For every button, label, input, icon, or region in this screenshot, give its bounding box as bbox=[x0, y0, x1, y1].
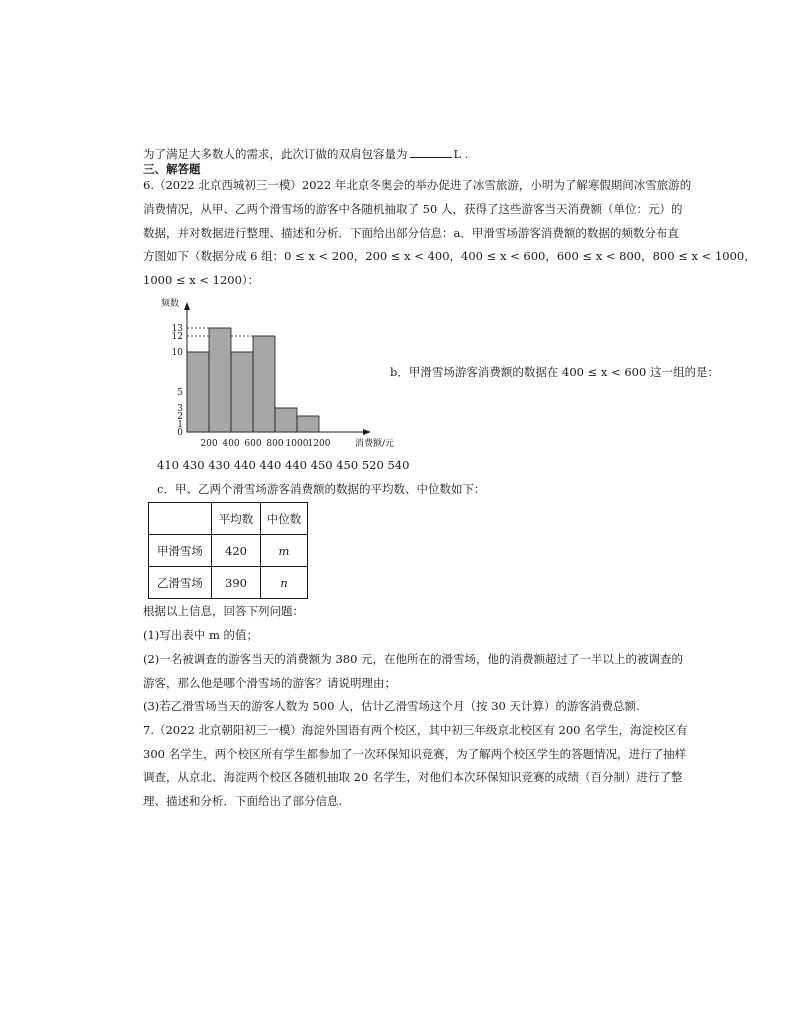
y-tick-label: 1 bbox=[177, 420, 183, 430]
q6-line-1: 6.（2022 北京西城初三一模）2022 年北京冬奥会的举办促进了冰雪旅游，小明为了解寒假期间冰雪旅游的 bbox=[143, 178, 692, 192]
histogram-chart bbox=[150, 296, 395, 449]
q6-part-3: (3)若乙滑雪场当天的游客人数为 500 人，估计乙滑雪场这个月（按 30 天计算）的游客消费总额. bbox=[143, 699, 640, 713]
section-heading: 三、解答题 bbox=[143, 162, 201, 176]
y-tick-label: 0 bbox=[177, 428, 183, 438]
histogram-bar bbox=[275, 408, 297, 432]
answer-blank bbox=[410, 147, 452, 158]
y-axis-arrow bbox=[184, 302, 190, 310]
table-row bbox=[149, 535, 308, 567]
q5-text: 为了满足大多数人的需求，此次订做的双肩包容量为 bbox=[143, 147, 408, 161]
q6-line-2: 消费情况，从甲、乙两个滑雪场的游客中各随机抽取了 50 人，获得了这些游客当天消费额（单位：元）的 bbox=[143, 202, 683, 216]
q5-ending bbox=[143, 147, 468, 161]
table-header-cell: 平均数 bbox=[212, 503, 261, 535]
x-tick-label: 200 bbox=[200, 439, 218, 449]
stats-table bbox=[148, 502, 308, 599]
q6-c-text: c．甲、乙两个滑雪场游客消费额的数据的平均数、中位数如下： bbox=[157, 482, 486, 496]
q6-line-3: 数据，并对数据进行整理、描述和分析．下面给出部分信息：a．甲滑雪场游客消费额的数据的频数分布直 bbox=[143, 226, 679, 240]
table-cell-name: 乙滑雪场 bbox=[149, 567, 212, 599]
y-tick-label: 12 bbox=[171, 332, 183, 342]
histogram-bar bbox=[297, 416, 319, 432]
table-cell-median: n bbox=[261, 567, 308, 599]
q6-b-text: b．甲滑雪场游客消费额的数据在 400 ≤ x < 600 这一组的是： bbox=[390, 365, 719, 379]
x-tick-label: 800 bbox=[266, 439, 284, 449]
table-cell-median: m bbox=[261, 535, 308, 567]
histogram-bar bbox=[231, 352, 253, 432]
y-tick-label: 13 bbox=[171, 324, 183, 334]
histogram-bar bbox=[253, 336, 275, 432]
q5-unit: L . bbox=[453, 147, 469, 161]
q7-line-4: 理、描述和分析．下面给出了部分信息. bbox=[143, 794, 343, 808]
table-cell-mean: 390 bbox=[212, 567, 261, 599]
y-tick-label: 3 bbox=[177, 404, 183, 414]
table-header-row bbox=[149, 503, 308, 535]
y-tick-label: 5 bbox=[177, 388, 183, 398]
q7-line-2: 300 名学生，两个校区所有学生都参加了一次环保知识竞赛，为了解两个校区学生的答题情况，进行了抽样 bbox=[143, 747, 687, 761]
q6-line-5: 1000 ≤ x < 1200）： bbox=[143, 273, 260, 287]
table-row bbox=[149, 567, 308, 599]
table-header-cell bbox=[149, 503, 212, 535]
x-tick-label: 600 bbox=[244, 439, 262, 449]
x-axis-arrow bbox=[363, 429, 371, 435]
x-axis-label: 消费额/元 bbox=[355, 439, 395, 449]
q7-line-1: 7.（2022 北京朝阳初三一模）海淀外国语有两个校区，其中初三年级京北校区有 200 名学生，海淀校区有 bbox=[143, 723, 688, 737]
q6-b-data: 410 430 430 440 440 440 450 450 520 540 bbox=[157, 458, 410, 472]
histogram-bar bbox=[187, 352, 209, 432]
y-tick-label: 10 bbox=[171, 348, 183, 358]
table-cell-name: 甲滑雪场 bbox=[149, 535, 212, 567]
q6-line-4: 方图如下（数据分成 6 组：0 ≤ x < 200，200 ≤ x < 400，400 ≤ x < 600，600 ≤ x < 800，800 ≤ x < 1000， bbox=[143, 249, 756, 263]
y-tick-label: 2 bbox=[177, 412, 183, 422]
x-tick-label: 400 bbox=[222, 439, 240, 449]
x-tick-label: 1000 bbox=[285, 439, 309, 449]
q6-part-1: (1)写出表中 m 的值； bbox=[143, 628, 259, 642]
q7-line-3: 调查，从京北、海淀两个校区各随机抽取 20 名学生，对他们本次环保知识竞赛的成绩（百分制）进行了整 bbox=[143, 770, 683, 784]
histogram-bar bbox=[209, 328, 231, 432]
q6-part-2a: (2)一名被调查的游客当天的消费额为 380 元，在他所在的滑雪场，他的消费额超过了一半以上的被调查的 bbox=[143, 652, 684, 666]
table-header-cell: 中位数 bbox=[261, 503, 308, 535]
table-cell-mean: 420 bbox=[212, 535, 261, 567]
q6-after-text: 根据以上信息，回答下列问题： bbox=[143, 604, 304, 618]
y-axis-label: 频数 bbox=[161, 299, 180, 309]
x-tick-label: 1200 bbox=[307, 439, 331, 449]
q6-part-2b: 游客，那么他是哪个滑雪场的游客？请说明理由； bbox=[143, 676, 396, 690]
